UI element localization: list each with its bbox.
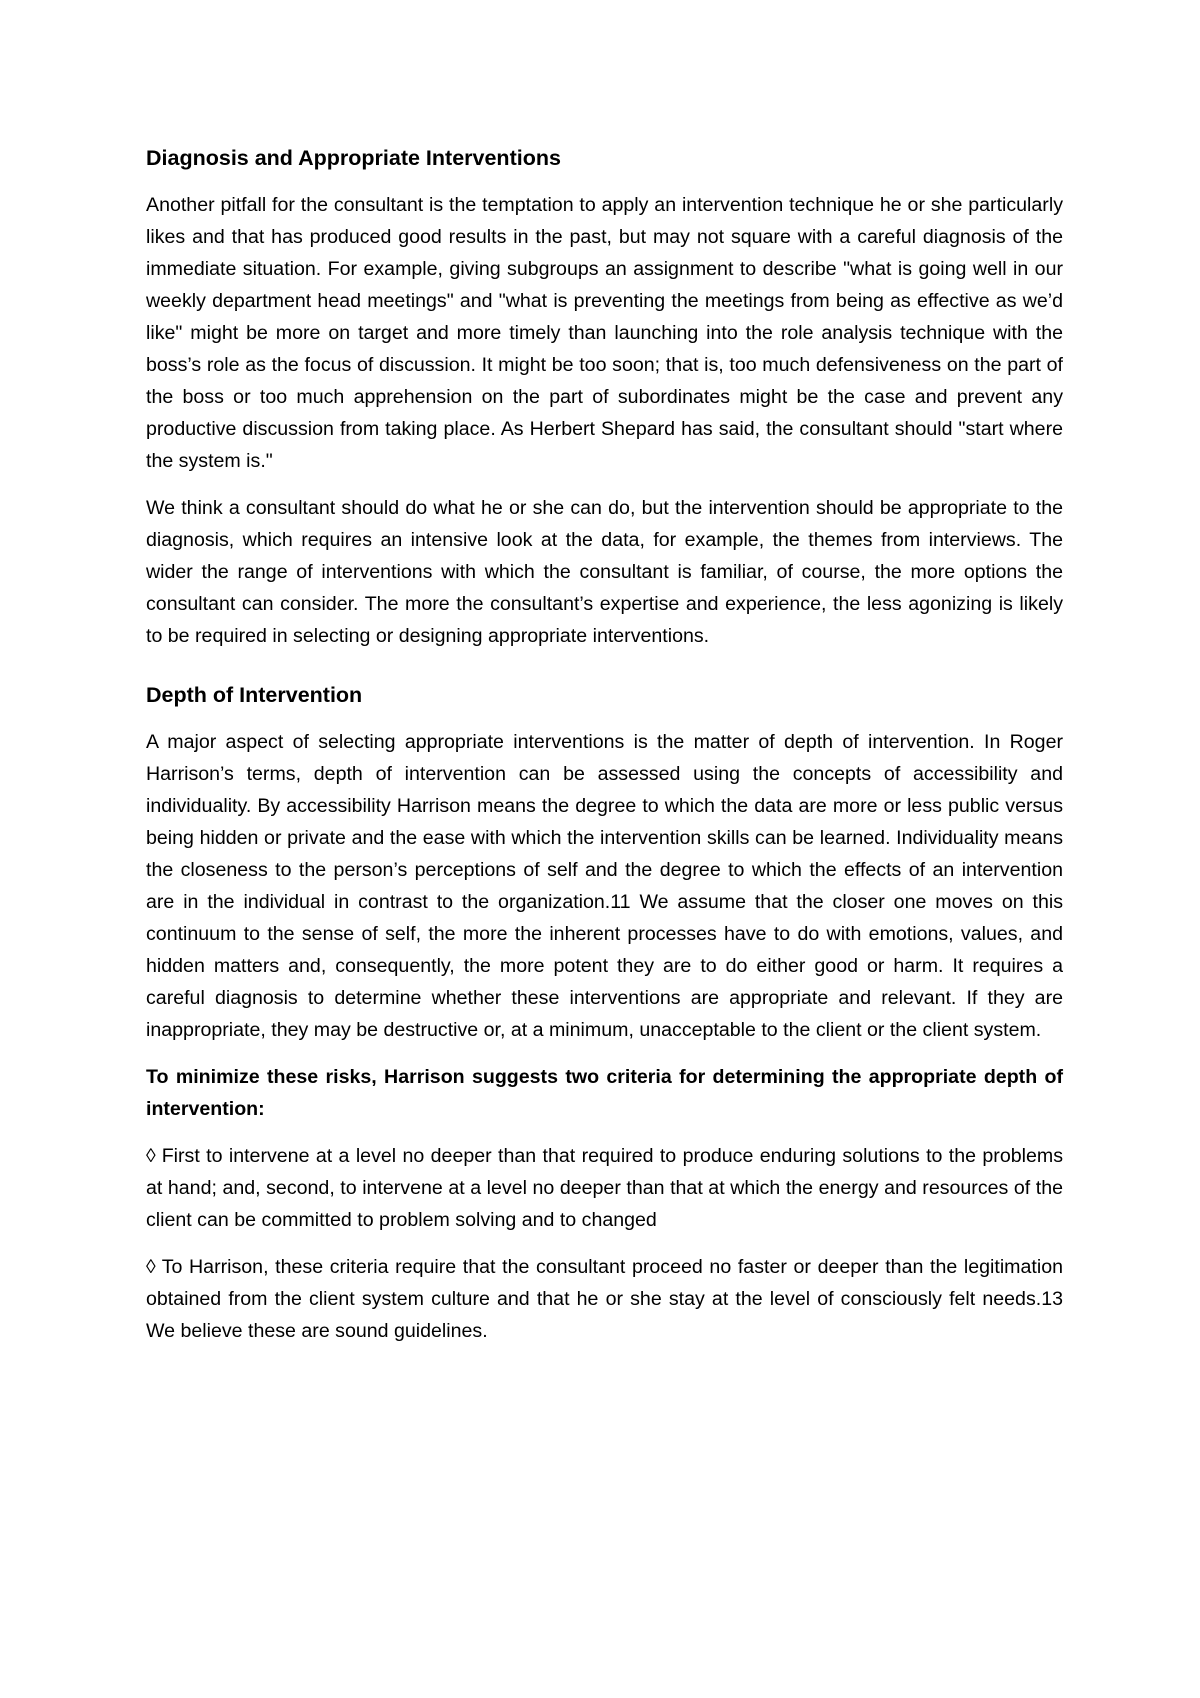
diamond-bullet-icon: ◊ (146, 1145, 156, 1167)
bullet-text: First to intervene at a level no deeper than that required to produce enduring solutions to the problems at hand; and, second, to intervene at a level no deeper than that at which the energy and resources of the client can be committed to problem solving and to changed (146, 1145, 1063, 1231)
diamond-bullet-icon: ◊ (146, 1256, 156, 1278)
bullet-item-second (146, 1251, 1063, 1347)
bullet-item-first (146, 1140, 1063, 1236)
paragraph-criteria-intro: To minimize these risks, Harrison suggests two criteria for determining the appropriate depth of intervention: (146, 1066, 1063, 1120)
paragraph-consultant-range: We think a consultant should do what he or she can do, but the intervention should be appropriate to the diagnosis, which requires an intensive look at the data, for example, the themes from interviews. The wider the range of interventions with which the consultant is familiar, of course, the more options the consultant can consider. The more the consultant’s expertise and experience, the less agonizing is likely to be required in selecting or designing appropriate interventions. (146, 497, 1063, 647)
section-heading-depth: Depth of Intervention (146, 683, 363, 707)
paragraph-pitfall: Another pitfall for the consultant is the temptation to apply an intervention technique he or she particularly likes and that has produced good results in the past, but may not square with a careful diagnosis of the immediate situation. For example, giving subgroups an assignment to describe "what is going well in our weekly department head meetings" and "what is preventing the meetings from being as effective as we’d like" might be more on target and more timely than launching into the role analysis technique with the boss’s role as the focus of discussion. It might be too soon; that is, too much defensiveness on the part of the boss or too much apprehension on the part of subordinates might be the case and prevent any productive discussion from taking place. As Herbert Shepard has said, the consultant should "start where the system is." (146, 194, 1063, 472)
paragraph-depth-intervention: A major aspect of selecting appropriate interventions is the matter of depth of intervention. In Roger Harrison’s terms, depth of intervention can be assessed using the concepts of accessibility and individuality. By accessibility Harrison means the degree to which the data are more or less public versus being hidden or private and the ease with which the intervention skills can be learned. Individuality means the closeness to the person’s perceptions of self and the degree to which the effects of an intervention are in the individual in contrast to the organization.11 We assume that the closer one moves on this continuum to the sense of self, the more the inherent processes have to do with emotions, values, and hidden matters and, consequently, the more potent they are to do either good or harm. It requires a careful diagnosis to determine whether these interventions are appropriate and relevant. If they are inappropriate, they may be destructive or, at a minimum, unacceptable to the client or the client system. (146, 731, 1063, 1041)
bullet-text: To Harrison, these criteria require that the consultant proceed no faster or deeper than the legitimation obtained from the client system culture and that he or she stay at the level of consciously felt needs.13 We believe these are sound guidelines. (146, 1256, 1063, 1342)
section-heading-diagnosis: Diagnosis and Appropriate Interventions (146, 146, 561, 170)
